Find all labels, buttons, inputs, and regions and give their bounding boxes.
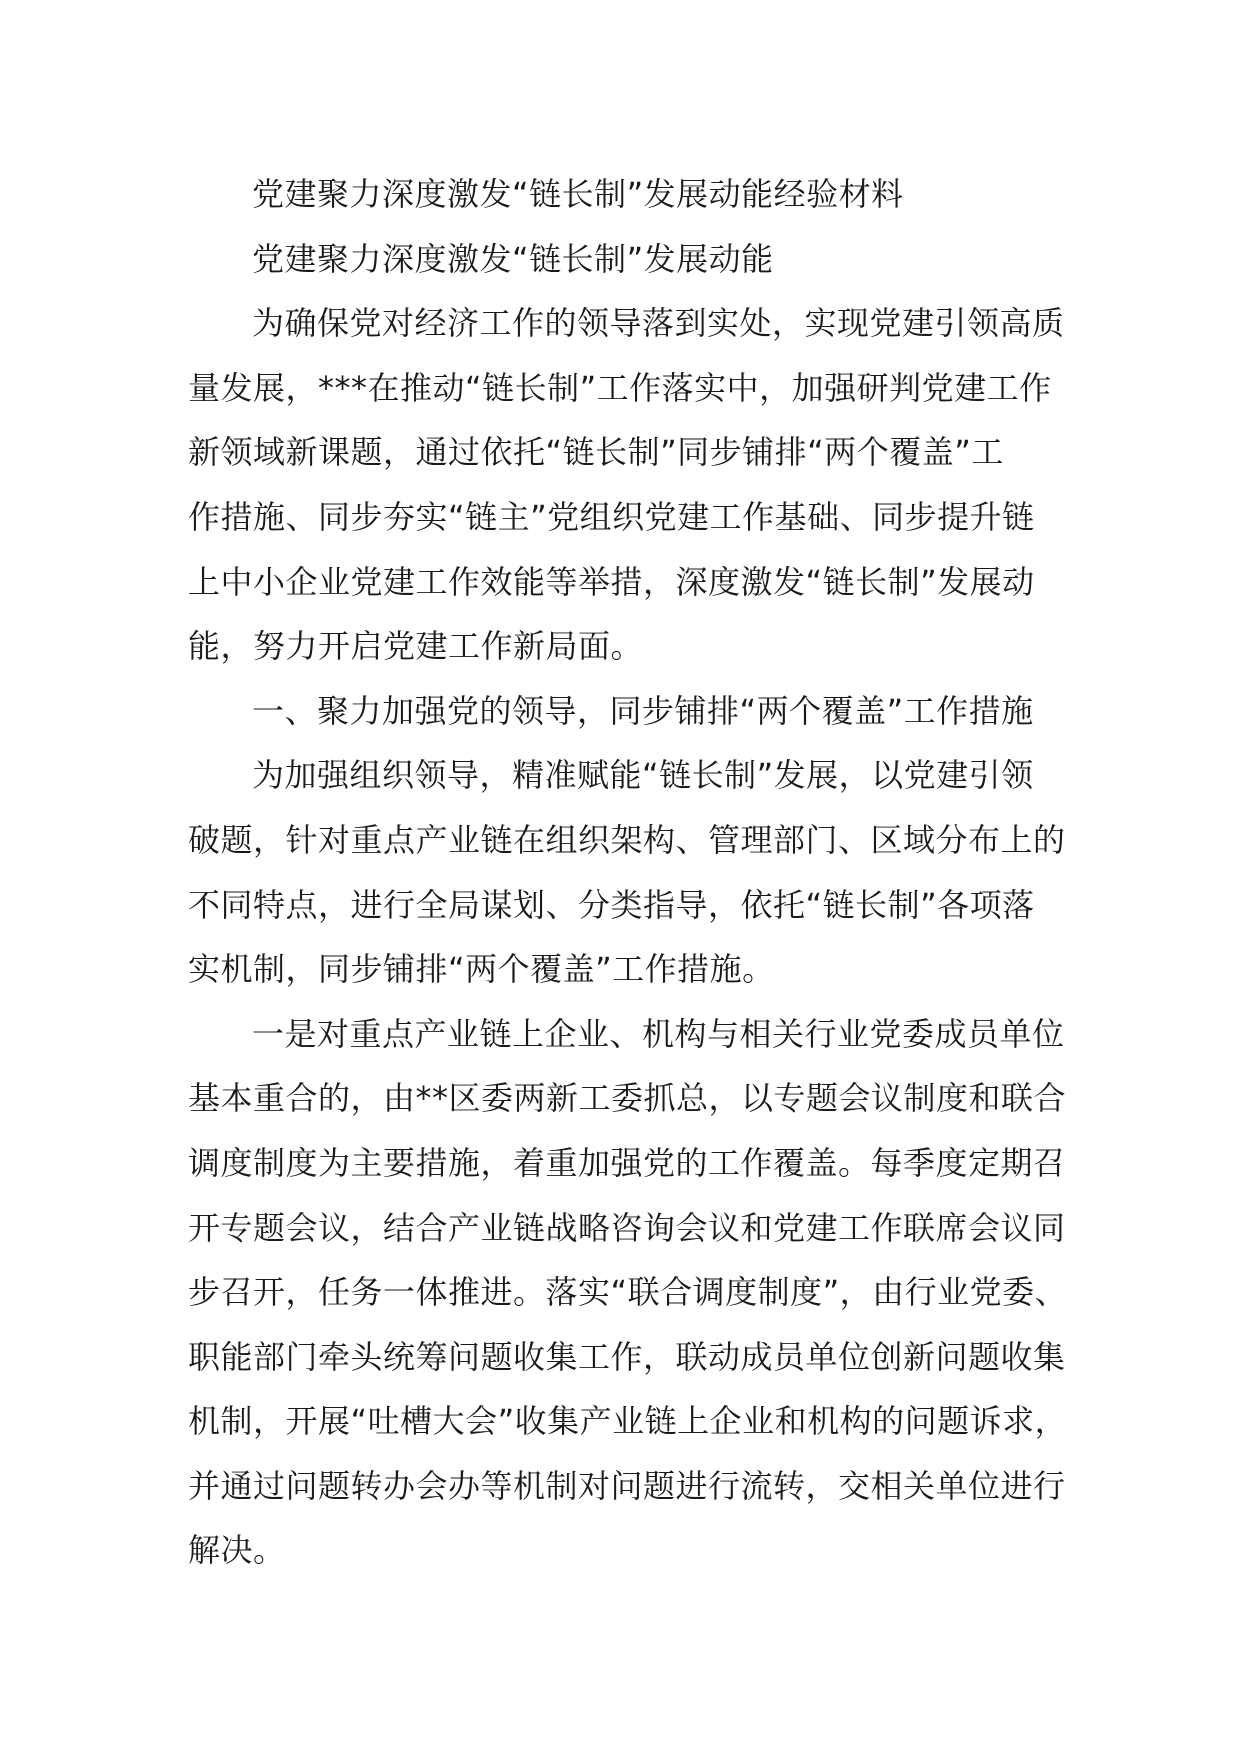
paragraph-line: 为确保党对经济工作的领导落到实处，实现党建引领高质 — [252, 304, 1065, 343]
paragraph-line: 量发展，***在推动“链长制”工作落实中，加强研判党建工作 — [188, 368, 1052, 407]
paragraph-line: 作措施、同步夯实“链主”党组织党建工作基础、同步提升链 — [188, 497, 1035, 536]
paragraph-line: 上中小企业党建工作效能等举措，深度激发“链长制”发展动 — [188, 562, 1035, 601]
document-subtitle: 党建聚力深度激发“链长制”发展动能 — [252, 239, 774, 278]
paragraph — [188, 1002, 1068, 1583]
section-heading-line: 一、聚力加强党的领导，同步铺排“两个覆盖”工作措施 — [252, 691, 1034, 730]
paragraph-line: 调度制度为主要措施，着重加强党的工作覆盖。每季度定期召 — [188, 1143, 1066, 1182]
paragraph-line: 新领域新课题，通过依托“链长制”同步铺排“两个覆盖”工 — [188, 433, 1004, 472]
paragraph-line: 步召开，任务一体推进。落实“联合调度制度”，由行业党委、 — [188, 1273, 1068, 1312]
paragraph-line: 不同特点，进行全局谋划、分类指导，依托“链长制”各项落 — [188, 885, 1035, 924]
paragraph-line: 并通过问题转办会办等机制对问题进行流转，交相关单位进行 — [188, 1466, 1066, 1505]
paragraph-line: 为加强组织领导，精准赋能“链长制”发展，以党建引领 — [252, 756, 1034, 795]
paragraph-line: 一是对重点产业链上企业、机构与相关行业党委成员单位 — [252, 1014, 1065, 1053]
section-heading — [188, 679, 1068, 744]
paragraph-line: 开专题会议，结合产业链战略咨询会议和党建工作联席会议同 — [188, 1208, 1066, 1247]
document-title: 党建聚力深度激发“链长制”发展动能经验材料 — [252, 175, 904, 213]
document-body — [188, 162, 1068, 1583]
paragraph-line: 能，努力开启党建工作新局面。 — [188, 627, 644, 666]
paragraph-line: 破题，针对重点产业链在组织架构、管理部门、区域分布上的 — [188, 820, 1066, 859]
paragraph — [188, 743, 1068, 1001]
paragraph-line: 职能部门牵头统筹问题收集工作，联动成员单位创新问题收集 — [188, 1337, 1066, 1376]
paragraph-line: 机制，开展“吐槽大会”收集产业链上企业和机构的问题诉求， — [188, 1402, 1068, 1441]
paragraph-line: 实机制，同步铺排“两个覆盖”工作措施。 — [188, 950, 775, 989]
paragraph — [188, 291, 1068, 679]
paragraph-line: 解决。 — [188, 1531, 286, 1570]
paragraph-line: 基本重合的，由**区委两新工委抓总，以专题会议制度和联合 — [188, 1079, 1067, 1118]
